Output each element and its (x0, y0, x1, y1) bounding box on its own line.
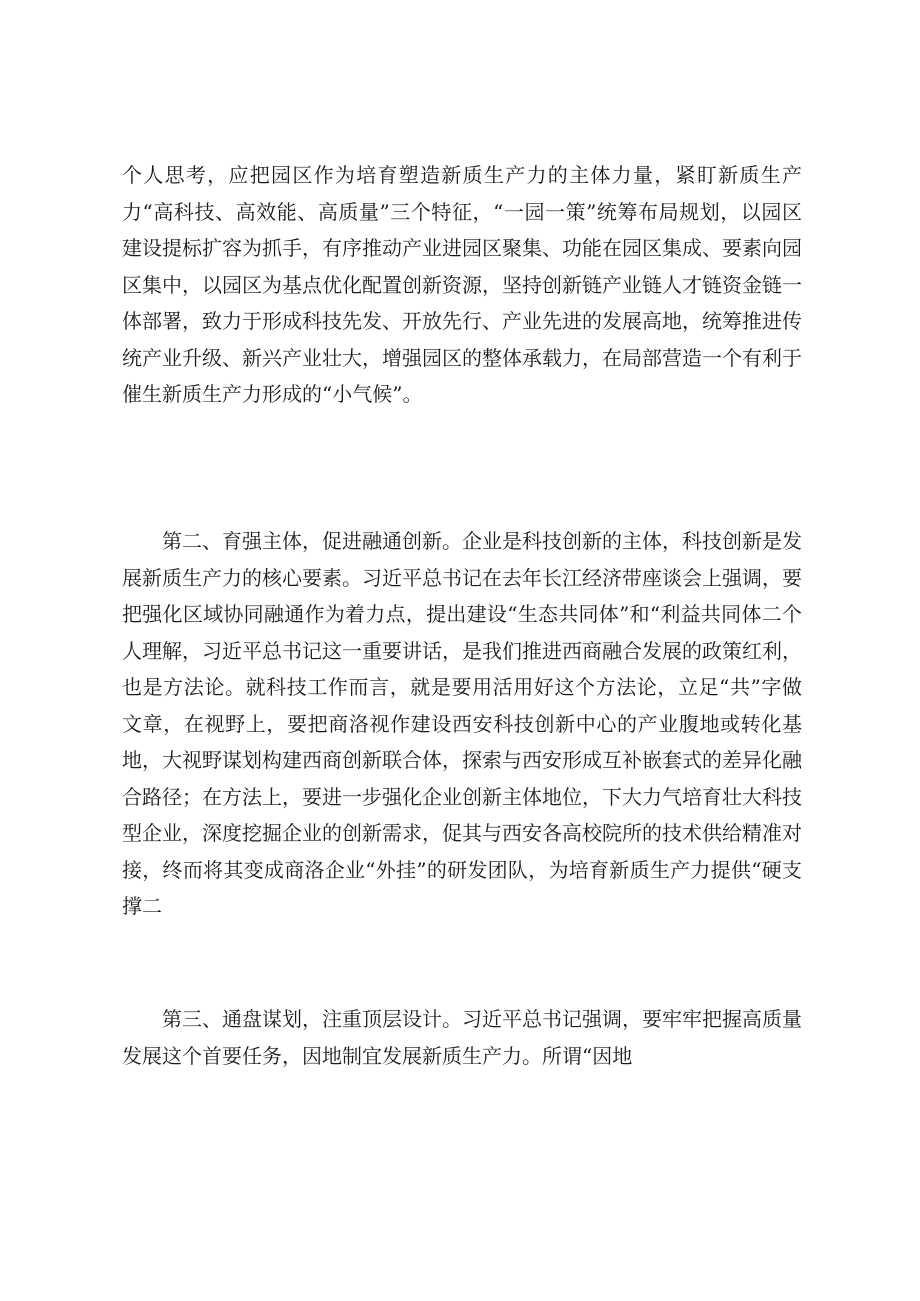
paragraph-cultivate-entities (122, 523, 802, 925)
paragraph-park-strategy (122, 157, 802, 413)
paragraph-text: 第二、育强主体，促进融通创新。企业是科技创新的主体，科技创新是发展新质生产力的核心要素。习近平总书记在去年长江经济带座谈会上强调，要把强化区域协同融通作为着力点，提出建设“生态共同体”和“利益共同体二个人理解，习近平总书记这一重要讲话，是我们推进西商融合发展的政策红利，也是方法论。就科技工作而言，就是要用活用好这个方法论，立足“共”字做文章，在视野上，要把商洛视作建设西安科技创新中心的产业腹地或转化基地，大视野谋划构建西商创新联合体，探索与西安形成互补嵌套式的差异化融合路径；在方法上，要进一步强化企业创新主体地位，下大力气培育壮大科技型企业，深度挖掘企业的创新需求，促其与西安各高校院所的技术供给精准对接，终而将其变成商洛企业“外挂”的研发团队，为培育新质生产力提供“硬支撑二 (122, 529, 802, 918)
paragraph-top-level-design (122, 1001, 802, 1074)
paragraph-text: 个人思考，应把园区作为培育塑造新质生产力的主体力量，紧盯新质生产力“高科技、高效能、高质量”三个特征，“一园一策”统筹布局规划，以园区建设提标扩容为抓手，有序推动产业进园区聚集、功能在园区集成、要素向园区集中，以园区为基点优化配置创新资源，坚持创新链产业链人才链资金链一体部署，致力于形成科技先发、开放先行、产业先进的发展高地，统筹推进传统产业升级、新兴产业壮大，增强园区的整体承载力，在局部营造一个有利于催生新质生产力形成的“小气候”。 (122, 163, 802, 406)
paragraph-text: 第三、通盘谋划，注重顶层设计。习近平总书记强调，要牢牢把握高质量发展这个首要任务，因地制宜发展新质生产力。所谓“因地 (122, 1007, 802, 1068)
